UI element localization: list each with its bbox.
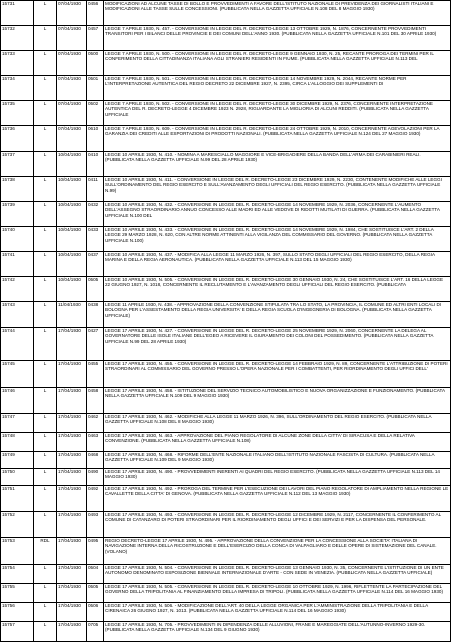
act-number: 0492 xyxy=(87,486,104,512)
act-description: LEGGE 17 APRILE 1930, N. 458. - ISTITUZIONE DEL SERVIZIO TECNICO AUTOMOBILISTICO E NUOVA ORGANIZZAZIONE E FUNZIONAMENTO. (PUBBLICATA NELLA GAZZETTA UFFICIALE N.109 DEL 9 MAGGIO 1930) xyxy=(104,388,451,414)
record-number: 15749 xyxy=(1,452,34,469)
act-number: 0457 xyxy=(87,26,104,51)
record-number: 15757 xyxy=(1,622,34,642)
record-number: 15734 xyxy=(1,76,34,101)
act-description: LEGGE 17 APRILE 1930, N. 493. - CONVERSIONE IN LEGGE DEL R. DECRETO-LEGGE 12 DICEMBRE 1929, N. 2117, CONCERNENTE IL CONFERIMENTO AL COMUNE DI CATANZARO DI POTERI STRAORDINARI PER IL RIORDINAMENTO DEGLI UFFICI E DEI SERVIZI E PER LA DISPENSA DEL PERSONALE. xyxy=(104,512,451,538)
act-date: 10/04/1930 xyxy=(57,202,87,227)
table-row xyxy=(1,469,451,486)
act-description: LEGGE 17 APRILE 1930, N. 492. - PROROGA DEL TERMINE PER L'ESECUZIONE DEI LAVORI DEL PIANO REGOLATORE DI AMPLIAMENTO NELLA REGIONE LE CAVALLETTE DELLA CITTA' DI GENOVA. (PUBBLICATA NELLA GAZZETTA UFFICIALE N.112 DEL 13 MAGGIO 1930) xyxy=(104,486,451,512)
act-date: 17/04/1930 xyxy=(57,328,87,361)
act-type: L xyxy=(34,469,57,486)
act-number: 0410 xyxy=(87,152,104,177)
table-row xyxy=(1,26,451,51)
act-type: L xyxy=(34,361,57,388)
act-number: 0705 xyxy=(87,622,104,642)
record-number: 15750 xyxy=(1,469,34,486)
act-type: L xyxy=(34,328,57,361)
table-row xyxy=(1,126,451,152)
act-number: 0438 xyxy=(87,302,104,328)
act-date: 17/04/1930 xyxy=(57,486,87,512)
act-type: L xyxy=(34,26,57,51)
record-number: 15743 xyxy=(1,302,34,328)
act-number: 0495 xyxy=(87,538,104,565)
act-date: 17/04/1930 xyxy=(57,469,87,486)
act-number: 0411 xyxy=(87,177,104,202)
act-date: 17/04/1930 xyxy=(57,584,87,603)
table-row xyxy=(1,433,451,452)
act-date: 11/04/1930 xyxy=(57,302,87,328)
act-number: 0437 xyxy=(87,252,104,277)
act-type: L xyxy=(34,76,57,101)
table-row xyxy=(1,302,451,328)
record-number: 15756 xyxy=(1,603,34,622)
act-date: 17/04/1930 xyxy=(57,388,87,414)
act-type: L xyxy=(34,101,57,126)
act-number: 0610 xyxy=(87,126,104,152)
act-number: 0432 xyxy=(87,202,104,227)
act-number: 0427 xyxy=(87,328,104,361)
act-type: L xyxy=(34,565,57,584)
act-description: LEGGE 17 APRILE 1930, N. 705. - PROVVEDIMENTI IN DIPENDENZA DELLE ALLUVIONI, FRANE E MAREGGIATE DELL'AUTUNNO-INVERNO 1929-30. (PUBBLICATA NELLA GAZZETTA UFFICIALE N.134 DEL 9 GIUGNO 1930) xyxy=(104,622,451,642)
table-row xyxy=(1,622,451,642)
table-row xyxy=(1,177,451,202)
act-date: 17/04/1930 xyxy=(57,622,87,642)
record-number: 15740 xyxy=(1,227,34,252)
act-description: LEGGE 17 APRILE 1930, N. 505. - CONVERSIONE IN LEGGE DEL R. DECRETO-LEGGE 10 OTTOBRE 1929, N. 1996, RIFLETTENTE LA PARTECIPAZIONE DEL GOVERNO DELLA TRIPOLITANIA AL FINANZIAMENTO DELLA IMPRESA DI TRIPOLI. (PUBBLICATA NELLA GAZZETTA UFFICIALE N.114 DEL 16 MAGGIO 1930) xyxy=(104,584,451,603)
table-row xyxy=(1,227,451,252)
act-type: L xyxy=(34,452,57,469)
act-description: LEGGE 17 APRILE 1930, N. 490. - PROVVEDIMENTI INERENTI AI QUADRI DEL REGIO ESERCITO. (PUBBLICATA NELLA GAZZETTA UFFICIALE N.113 DEL 14 MAGGIO 1930) xyxy=(104,469,451,486)
act-number: 0505 xyxy=(87,584,104,603)
table-row xyxy=(1,603,451,622)
record-number: 15736 xyxy=(1,126,34,152)
act-description: LEGGE 7 APRILE 1930, N. 501. - CONVERSIONE IN LEGGE DEL R. DECRETO-LEGGE 14 NOVEMBRE 1929, N. 2044, RECANTE NORME PER L'INTERPRETAZIONE AUTENTICA DEL REGIO DECRETO 22 DICEMBRE 1927, N. 2395, CIRCA L'ALLOGGIO DEI SUPPLEMENTI DI xyxy=(104,76,451,101)
record-number: 15731 xyxy=(1,1,34,26)
record-number: 15741 xyxy=(1,252,34,277)
act-date: 10/04/1930 xyxy=(57,227,87,252)
act-type: L xyxy=(34,512,57,538)
act-description: LEGGE 10 APRILE 1930, N. 432. - CONVERSIONE IN LEGGE DEL R. DECRETO-LEGGE 14 NOVEMBRE 1929, N. 2036, CONCERNENTE L'AUMENTO DELL'ASSEGNO STRAORDINARIO ANNUO CONCESSO ALLE MADRI ED ALLE VEDOVE DI RIDOTTI MUTILATI DI GUERRA. (PUBBLICATA NELLA GAZZETTA UFFICIALE N.100 DEL xyxy=(104,202,451,227)
act-date: 17/04/1930 xyxy=(57,603,87,622)
record-number: 15737 xyxy=(1,152,34,177)
act-description: LEGGE 17 APRILE 1930, N. 506. - MODIFICAZIONE DELL'ART. 40 DELLA LEGGE ORGANICA PER L'AMMINISTRAZIONE DELLA TRIPOLITANIA E DELLA CIRENAICA 26 GIUGNO 1927, N. 1013. (PUBBLICATA NELLA GAZZETTA UFFICIALE N.114 DEL 16 MAGGIO 1930) xyxy=(104,603,451,622)
act-description: LEGGE 10 APRILE 1930, N. 505. - CONVERSIONE IN LEGGE DEL R. DECRETO-LEGGE 30 GENNAIO 1930, N. 24, CHE SOSTITUISCE L'ART. 16 DELLA LEGGE 22 GIUGNO 1927, N. 1018, CONCERNENTE IL RECLUTAMENTO E L'AVANZAMENTO DEGLI UFFICIALI DEL REGIO ESERCITO. (PUBBLICATA xyxy=(104,277,451,302)
act-type: L xyxy=(34,202,57,227)
act-description: LEGGE 10 APRILE 1930, N. 437. - MODIFICA ALLA LEGGE 11 MARZO 1926, N. 397, SULLO STATO DEGLI UFFICIALI DEL REGIO ESERCITO, DELLA REGIA MARINA E DELLA REGIA AERONAUTICA. (PUBBLICATA NELLA GAZZETTA UFFICIALE N.113 DEL 15 MAGGIO 1930) xyxy=(104,252,451,277)
act-number: 0468 xyxy=(87,452,104,469)
act-type: L xyxy=(34,152,57,177)
act-date: 10/04/1930 xyxy=(57,252,87,277)
record-number: 15738 xyxy=(1,177,34,202)
act-description: LEGGE 11 APRILE 1930, N. 438. - APPROVAZIONE DELLA CONVENZIONE STIPULATA TRA LO STATO, LA PROVINCIA, IL COMUNE ED ALTRI ENTI LOCALI DI BOLOGNA PER L'ASSESTAMENTO DELLA REGIA UNIVERSITA' E DELLA REGIA SCUOLA D'INGEGNERIA DI BOLOGNA. (PUBBLICATA NELLA GAZZETTA UFFICIALE) xyxy=(104,302,451,328)
table-row xyxy=(1,538,451,565)
act-date: 17/04/1930 xyxy=(57,512,87,538)
record-number: 15751 xyxy=(1,486,34,512)
act-description: LEGGE 10 APRILE 1930, N. 433. - CONVERSIONE IN LEGGE DEL R. DECRETO-LEGGE 14 NOVEMBRE 1929, N. 1984, CHE SOSTITUISCE L'ART. 2 DELLA LEGGE 29 MARZO 1928, N. 620, CON ALTRE NORME ATTINENTI ALLA VIGILANZA DEL COMMISSARIO DEL GOVERNO. (PUBBLICATA NELLA GAZZETTA UFFICIALE N.100) xyxy=(104,227,451,252)
record-number: 15742 xyxy=(1,277,34,302)
table-row xyxy=(1,388,451,414)
act-number: 0433 xyxy=(87,227,104,252)
act-type: L xyxy=(34,277,57,302)
act-number: 0504 xyxy=(87,565,104,584)
act-date: 17/04/1930 xyxy=(57,433,87,452)
table-row xyxy=(1,152,451,177)
record-number: 15744 xyxy=(1,328,34,361)
act-date: 07/04/1930 xyxy=(57,76,87,101)
act-type: L xyxy=(34,603,57,622)
act-description: LEGGE 7 APRILE 1930, N. 500. - CONVERSIONE IN LEGGE DEL R. DECRETO-LEGGE 9 GENNAIO 1930, N. 25, RECANTE PROROGA DEI TERMINI PER IL CONFERIMENTO DELLA CITTADINANZA ITALIANA AGLI STRANIERI RESIDENTI IN FIUME. (PUBBLICATA NELLA GAZZETTA UFFICIALE N.113 DEL xyxy=(104,51,451,76)
record-number: 15747 xyxy=(1,414,34,433)
act-type: L xyxy=(34,584,57,603)
act-description: LEGGE 7 APRILE 1930, N. 609. - CONVERSIONE IN LEGGE DEL R. DECRETO-LEGGE 24 OTTOBRE 1929, N. 2010, CONCERNENTE AGEVOLAZIONI PER LA GARANZIA DEI CREDITI ALLE ESPORTAZIONI DI PRODOTTI NAZIONALI. (PUBBLICATA NELLA GAZZETTA UFFICIALE N.124 DEL 27 MAGGIO 1930) xyxy=(104,126,451,152)
act-description: LEGGE 17 APRILE 1930, N. 455. - CONVERSIONE IN LEGGE DEL R. DECRETO-LEGGE 14 FEBBRAIO 1929, N. 89, CONCERNENTE L'ATTRIBUZIONE DI POTERI STRAORDINARI AL COMMISSARIO DEL GOVERNO PRESSO L'OPERA NAZIONALE PER I COMBATTENTI, PER RIORDINAMENTO DEGLI UFFICI DELL' xyxy=(104,361,451,388)
act-date: 10/04/1930 xyxy=(57,177,87,202)
act-type: L xyxy=(34,177,57,202)
table-row xyxy=(1,76,451,101)
act-type: L xyxy=(34,622,57,642)
act-description: LEGGE 7 APRILE 1930, N. 457. - CONVERSIONE IN LEGGE DEL R. DECRETO-LEGGE 13 OTTOBRE 1929, N. 1876, CONCERNENTE PROVVEDIMENTI TRANSITORI PER I BILANCI DELLE PROVINCIE E DEI COMUNI DELL'ANNO 1930. (PUBBLICATA NELLA GAZZETTA UFFICIALE N.101 DEL 30 APRILE 1930) xyxy=(104,26,451,51)
table-row xyxy=(1,202,451,227)
table-row xyxy=(1,452,451,469)
act-number: 0501 xyxy=(87,76,104,101)
act-number: 0493 xyxy=(87,512,104,538)
act-description: LEGGE 7 APRILE 1930, N. 502. - CONVERSIONE IN LEGGE DEL R. DECRETO-LEGGE 30 DICEMBRE 1929, N. 2376, CONCERNENTE INTERPRETAZIONE AUTENTICA DEL R. DECRETO-LEGGE 4 DICEMBRE 1923 N. 2928, RIGUARDANTE LA MIGLIORIA DI ALCUNI REDDITI. (PUBBLICATA NELLA GAZZETTA UFFICIALE xyxy=(104,101,451,126)
act-date: 17/04/1930 xyxy=(57,414,87,433)
act-date: 17/04/1930 xyxy=(57,452,87,469)
act-number: 0502 xyxy=(87,101,104,126)
table-row xyxy=(1,1,451,26)
act-date: 07/04/1930 xyxy=(57,1,87,26)
act-number: 0490 xyxy=(87,469,104,486)
table-row xyxy=(1,512,451,538)
act-date: 17/04/1930 xyxy=(57,361,87,388)
act-date: 10/04/1930 xyxy=(57,277,87,302)
act-description: MODIFICAZIONI AD ALCUNE TASSE DI BOLLO E PROVVEDIMENTI A FAVORE DELL'ISTITUTO NAZIONALE DI PREVIDENZA DEI GIORNALISTI ITALIANI E MODIFICAZIONI ALLE TASSE SULLE CONCESSIONI. (PUBBLICATA NELLA GAZZETTA UFFICIALE N.108 DEL 8 MAGGIO 1930) xyxy=(104,1,451,26)
record-number: 15754 xyxy=(1,565,34,584)
act-number: 0506 xyxy=(87,603,104,622)
act-date: 10/04/1930 xyxy=(57,152,87,177)
table-row xyxy=(1,486,451,512)
table-row xyxy=(1,277,451,302)
act-number: 0462 xyxy=(87,414,104,433)
act-date: 07/04/1930 xyxy=(57,26,87,51)
act-number: 0456 xyxy=(87,1,104,26)
act-number: 0500 xyxy=(87,51,104,76)
act-date: 07/04/1930 xyxy=(57,51,87,76)
record-number: 15748 xyxy=(1,433,34,452)
record-number: 15753 xyxy=(1,538,34,565)
act-description: LEGGE 17 APRILE 1930, N. 462. - MODIFICHE ALLA LEGGE 11 MARZO 1926, N. 396, SULL'ORDINAMENTO DEL REGIO ESERCITO. (PUBBLICATA NELLA GAZZETTA UFFICIALE N.108 DEL 8 MAGGIO 1930) xyxy=(104,414,451,433)
act-description: LEGGE 17 APRILE 1930, N. 468. - RIFORME DELL'ENTE NAZIONALE ITALIANO DELL'ISTITUTO NAZIONALE FASCISTA DI CULTURA. (PUBBLICATA NELLA GAZZETTA UFFICIALE N.109 DEL 9 MAGGIO 1930) xyxy=(104,452,451,469)
act-type: L xyxy=(34,388,57,414)
act-description: LEGGE 10 APRILE 1930, N. 410. - NOMINA A MARESCIALLO MAGGIORE E VICE-BRIGADIERE DELLA BANDA DELL'ARMA DEI CARABINIERI REALI. (PUBBLICATA NELLA GAZZETTA UFFICIALE N.99 DEL 28 APRILE 1930) xyxy=(104,152,451,177)
table-row xyxy=(1,414,451,433)
act-description: REGIO DECRETO-LEGGE 17 APRILE 1930, N. 495. - APPROVAZIONE DELLA CONVENZIONE PER LA CONCESSIONE ALLA SOCIETA' ITALIANA DI NAVIGAZIONE INTERNA DELLA RICOSTRUZIONE E DELL'ESERCIZIO DELLA CONCA DI VALPAGLIARO E DELLE OPERE DI SISTEMAZIONE DEL CANALE. (VOLANO) xyxy=(104,538,451,565)
act-description: LEGGE 10 APRILE 1930, N. 411. - CONVERSIONE IN LEGGE DEL R. DECRETO-LEGGE 23 DICEMBRE 1929, N. 2230, CONTENENTE MODIFICHE ALLE LEGGI SULL'ORDINAMENTO DEL REGIO ESERCITO E SULL'AVANZAMENTO DEGLI UFFICIALI DEL REGIO ESERCITO. (PUBBLICATA NELLA GAZZETTA UFFICIALE N.99) xyxy=(104,177,451,202)
record-number: 15733 xyxy=(1,51,34,76)
table-row xyxy=(1,584,451,603)
act-date: 17/04/1930 xyxy=(57,538,87,565)
act-type: L xyxy=(34,414,57,433)
record-number: 15739 xyxy=(1,202,34,227)
table-row xyxy=(1,252,451,277)
act-description: LEGGE 17 APRILE 1930, N. 427. - CONVERSIONE IN LEGGE DEL R. DECRETO-LEGGE 25 NOVEMBRE 1929, N. 2060, CONCERNENTE LA DELEGA AL GOVERNATORE DELLE ISOLE ITALIANE DELL'EGEO A RICEVERE IL GIURAMENTO DEI COLONI DEL POSSEDIMENTO. (PUBBLICATA NELLA GAZZETTA UFFICIALE N.99 DEL 28 APRILE 1930) xyxy=(104,328,451,361)
act-type: L xyxy=(34,126,57,152)
act-number: 0505 xyxy=(87,277,104,302)
act-type: L xyxy=(34,302,57,328)
act-description: LEGGE 17 APRILE 1930, N. 463. - APPROVAZIONE DEL PIANO REGOLATORE DI ALCUNE ZONE DELLA CITTA' DI SIRACUSA E DELLA RELATIVA CONVENZIONE. (PUBBLICATA NELLA GAZZETTA UFFICIALE N.108) xyxy=(104,433,451,452)
act-description: LEGGE 17 APRILE 1930, N. 504. - CONVERSIONE IN LEGGE DEL R. DECRETO-LEGGE 13 GENNAIO 1930, N. 35, CONCERNENTE L'ISTITUZIONE DI UN ENTE AUTONOMO DENOMINATO ESPOSIZIONE BIENNALE INTERNAZIONALE D'ARTE - CON SEDE IN VENEZIA. (PUBBLICATA NELLA GAZZETTA UFFICIALE) xyxy=(104,565,451,584)
record-number: 15746 xyxy=(1,388,34,414)
record-number: 15735 xyxy=(1,101,34,126)
act-date: 17/04/1930 xyxy=(57,565,87,584)
table-row xyxy=(1,565,451,584)
record-number: 15752 xyxy=(1,512,34,538)
act-type: L xyxy=(34,252,57,277)
table-row xyxy=(1,101,451,126)
legislation-table-body xyxy=(1,1,451,642)
act-number: 0458 xyxy=(87,388,104,414)
act-type: L xyxy=(34,51,57,76)
act-number: 0463 xyxy=(87,433,104,452)
act-date: 07/04/1930 xyxy=(57,126,87,152)
table-row xyxy=(1,361,451,388)
act-type: L xyxy=(34,486,57,512)
record-number: 15732 xyxy=(1,26,34,51)
table-row xyxy=(1,328,451,361)
act-type: L xyxy=(34,1,57,26)
act-type: L xyxy=(34,433,57,452)
record-number: 15755 xyxy=(1,584,34,603)
act-number: 0455 xyxy=(87,361,104,388)
act-type: RDL xyxy=(34,538,57,565)
act-type: L xyxy=(34,227,57,252)
record-number: 15745 xyxy=(1,361,34,388)
act-date: 07/04/1930 xyxy=(57,101,87,126)
table-row xyxy=(1,51,451,76)
